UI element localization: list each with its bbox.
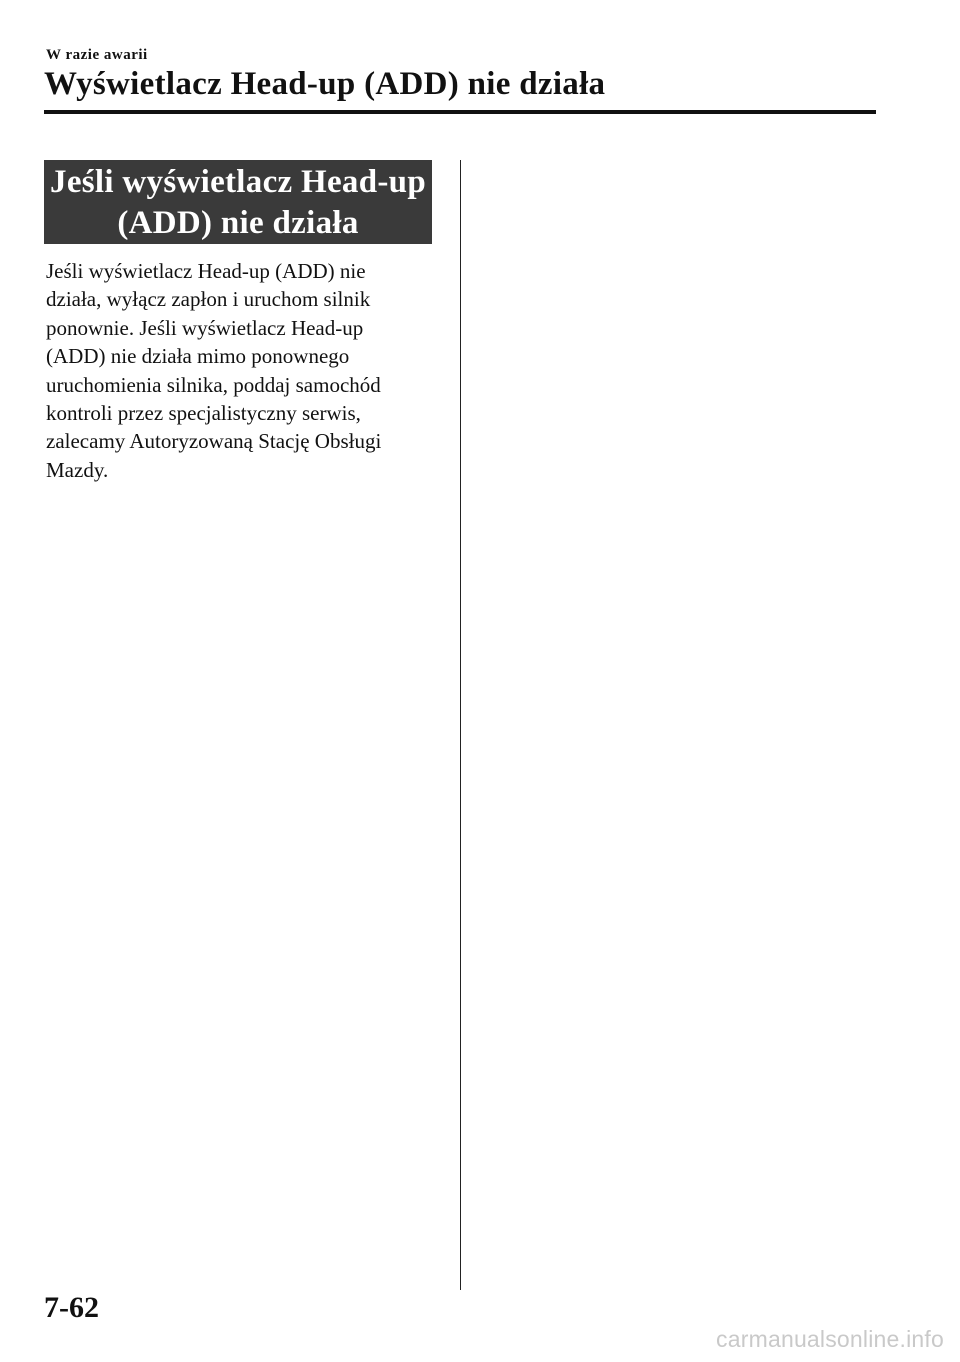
body-line: uruchomienia silnika, poddaj samochód [46, 372, 381, 397]
title-rule [44, 110, 876, 114]
section-heading-box [44, 160, 432, 244]
section-label: W razie awarii [46, 47, 148, 63]
body-line: (ADD) nie działa mimo ponownego [46, 344, 350, 369]
watermark: carmanualsonline.info [716, 1326, 944, 1352]
section-heading-line: Jeśli wyświetlacz Head-up [50, 164, 426, 200]
body-line: zalecamy Autoryzowaną Stację Obsługi [46, 429, 382, 454]
body-line: kontroli przez specjalistyczny serwis, [46, 401, 361, 426]
body-line: działa, wyłącz zapłon i uruchom silnik [46, 287, 371, 312]
body-paragraph [46, 257, 438, 484]
body-line: Mazdy. [46, 457, 109, 482]
section-heading-line: (ADD) nie działa [117, 205, 359, 241]
body-line: Jeśli wyświetlacz Head-up (ADD) nie [46, 259, 366, 283]
body-line: ponownie. Jeśli wyświetlacz Head-up [46, 315, 364, 340]
page-number: 7-62 [44, 1291, 99, 1324]
chapter-title: Wyświetlacz Head-up (ADD) nie działa [44, 66, 606, 102]
column-divider [460, 160, 461, 1290]
